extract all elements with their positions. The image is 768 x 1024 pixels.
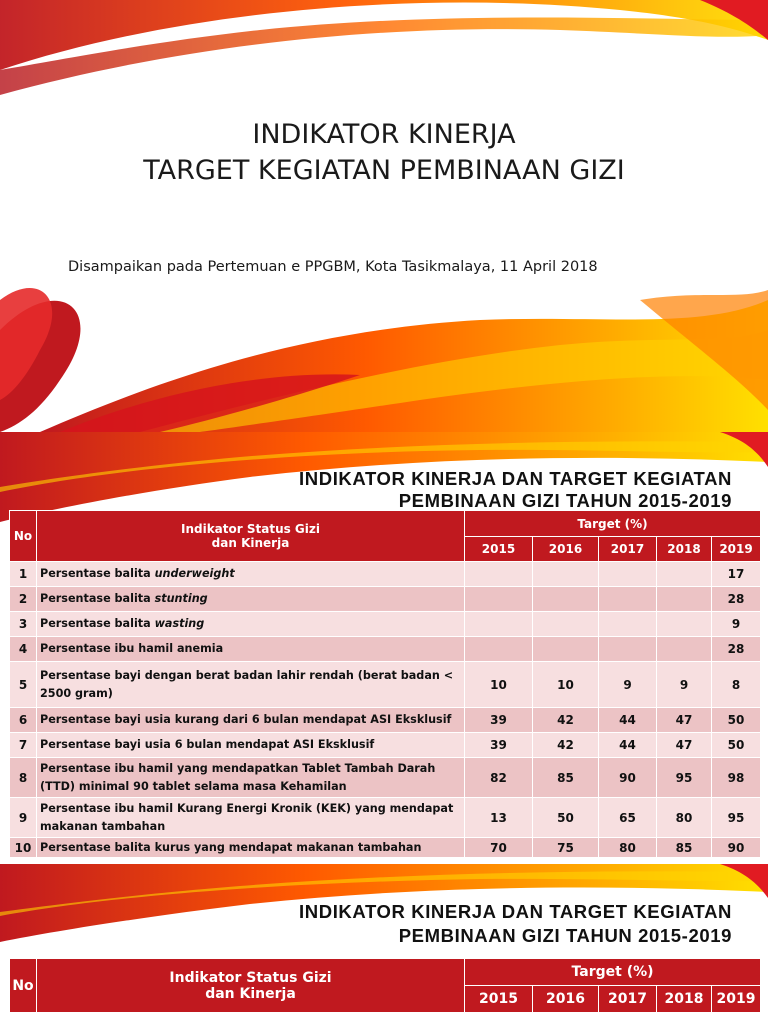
row-indicator — [37, 838, 465, 858]
indicator-text: Persentase bayi usia 6 bulan mendapat ASI Eksklusif — [40, 738, 375, 751]
row-number: 7 — [10, 733, 37, 758]
header-indicator-line2: dan Kinerja — [211, 536, 290, 550]
value-2016: 42 — [533, 733, 599, 758]
header-year: 2018 — [657, 537, 712, 562]
value-2016: 50 — [533, 798, 599, 838]
header-year: 2017 — [599, 986, 657, 1013]
indicator-text: Persentase balita — [40, 617, 155, 630]
value-2016: 85 — [533, 758, 599, 798]
row-number: 5 — [10, 662, 37, 708]
row-indicator — [37, 637, 465, 662]
indicator-text: Persentase bayi usia kurang dari 6 bulan mendapat ASI Eksklusif — [40, 713, 452, 726]
value-2016: 42 — [533, 708, 599, 733]
value-2016 — [533, 587, 599, 612]
table-row — [10, 838, 761, 858]
slide-title-line1: INDIKATOR KINERJA — [252, 119, 516, 150]
value-2017: 44 — [599, 733, 657, 758]
value-2015: 39 — [465, 733, 533, 758]
indicator-text: Persentase ibu hamil anemia — [40, 642, 224, 655]
targets-table — [9, 510, 761, 858]
table-row — [10, 662, 761, 708]
value-2015 — [465, 587, 533, 612]
value-2015: 70 — [465, 838, 533, 858]
table-slide-continued — [0, 864, 768, 1024]
value-2015: 10 — [465, 662, 533, 708]
header-target: Target (%) — [465, 511, 761, 537]
value-2017: 90 — [599, 758, 657, 798]
table-row — [10, 733, 761, 758]
indicator-text: Persentase bayi dengan berat badan lahir rendah (berat badan < 2500 gram) — [40, 668, 454, 700]
table-title-line1: INDIKATOR KINERJA DAN TARGET KEGIATAN — [299, 468, 732, 489]
indicator-text: Persentase ibu hamil yang mendapatkan Tablet Tambah Darah (TTD) minimal 90 tablet selama masa Kehamilan — [40, 761, 436, 793]
row-indicator — [37, 708, 465, 733]
row-number: 10 — [10, 838, 37, 858]
value-2019: 17 — [712, 562, 761, 587]
table-row — [10, 798, 761, 838]
row-number: 9 — [10, 798, 37, 838]
value-2017: 80 — [599, 838, 657, 858]
value-2018: 47 — [657, 733, 712, 758]
row-indicator — [37, 758, 465, 798]
row-number: 1 — [10, 562, 37, 587]
value-2017: 9 — [599, 662, 657, 708]
value-2018: 9 — [657, 662, 712, 708]
value-2017: 44 — [599, 708, 657, 733]
value-2017 — [599, 562, 657, 587]
header-no: No — [10, 959, 37, 1013]
value-2016 — [533, 637, 599, 662]
row-indicator — [37, 798, 465, 838]
header-year: 2017 — [599, 537, 657, 562]
header-year: 2019 — [712, 537, 761, 562]
table-row — [10, 612, 761, 637]
table-row — [10, 758, 761, 798]
table-title-line1: INDIKATOR KINERJA DAN TARGET KEGIATAN — [299, 901, 732, 922]
row-indicator — [37, 562, 465, 587]
table-row — [10, 587, 761, 612]
row-number: 4 — [10, 637, 37, 662]
header-indicator-line1: Indikator Status Gizi — [180, 522, 320, 536]
row-number: 8 — [10, 758, 37, 798]
value-2018: 85 — [657, 838, 712, 858]
value-2017 — [599, 587, 657, 612]
value-2018: 47 — [657, 708, 712, 733]
value-2018: 95 — [657, 758, 712, 798]
header-no: No — [10, 511, 37, 562]
table-row — [10, 637, 761, 662]
value-2018 — [657, 562, 712, 587]
row-indicator — [37, 587, 465, 612]
value-2018 — [657, 587, 712, 612]
table-title-line2: PEMBINAAN GIZI TAHUN 2015-2019 — [398, 925, 732, 946]
row-number: 3 — [10, 612, 37, 637]
value-2015 — [465, 612, 533, 637]
indicator-emphasis: underweight — [154, 567, 235, 580]
indicator-text: Persentase ibu hamil Kurang Energi Kronik (KEK) yang mendapat makanan tambahan — [40, 801, 454, 833]
header-year: 2018 — [657, 986, 712, 1013]
indicator-emphasis: wasting — [154, 617, 205, 630]
header-indicator — [37, 959, 465, 1013]
value-2019: 8 — [712, 662, 761, 708]
header-indicator — [37, 511, 465, 562]
value-2016: 75 — [533, 838, 599, 858]
row-indicator — [37, 662, 465, 708]
value-2017: 65 — [599, 798, 657, 838]
header-year: 2015 — [465, 537, 533, 562]
value-2019: 98 — [712, 758, 761, 798]
value-2019: 9 — [712, 612, 761, 637]
value-2015: 82 — [465, 758, 533, 798]
value-2019: 50 — [712, 708, 761, 733]
table-slide — [0, 432, 768, 858]
table-title-line2: PEMBINAAN GIZI TAHUN 2015-2019 — [398, 490, 732, 511]
header-indicator-line1: Indikator Status Gizi — [169, 969, 332, 986]
targets-table-continued — [9, 958, 761, 1013]
indicator-text: Persentase balita — [40, 592, 155, 605]
indicator-text: Persentase balita — [40, 567, 155, 580]
slide-title-line2: TARGET KEGIATAN PEMBINAAN GIZI — [143, 155, 625, 186]
header-year: 2016 — [533, 986, 599, 1013]
value-2019: 90 — [712, 838, 761, 858]
row-number: 6 — [10, 708, 37, 733]
row-number: 2 — [10, 587, 37, 612]
header-year: 2019 — [712, 986, 761, 1013]
row-indicator — [37, 612, 465, 637]
value-2019: 28 — [712, 637, 761, 662]
header-target: Target (%) — [465, 959, 761, 986]
header-indicator-line2: dan Kinerja — [205, 985, 296, 1002]
value-2017 — [599, 612, 657, 637]
value-2016: 10 — [533, 662, 599, 708]
indicator-emphasis: stunting — [154, 592, 208, 605]
title-slide — [0, 0, 768, 432]
header-year: 2016 — [533, 537, 599, 562]
value-2018: 80 — [657, 798, 712, 838]
value-2019: 95 — [712, 798, 761, 838]
row-indicator — [37, 733, 465, 758]
value-2017 — [599, 637, 657, 662]
value-2016 — [533, 612, 599, 637]
value-2015: 39 — [465, 708, 533, 733]
table-row — [10, 562, 761, 587]
slide-subtitle: Disampaikan pada Pertemuan e PPGBM, Kota Tasikmalaya, 11 April 2018 — [68, 259, 598, 275]
value-2015: 13 — [465, 798, 533, 838]
value-2018 — [657, 637, 712, 662]
swoosh-background — [0, 0, 768, 432]
value-2018 — [657, 612, 712, 637]
value-2016 — [533, 562, 599, 587]
value-2019: 28 — [712, 587, 761, 612]
value-2019: 50 — [712, 733, 761, 758]
value-2015 — [465, 562, 533, 587]
header-year: 2015 — [465, 986, 533, 1013]
value-2015 — [465, 637, 533, 662]
table-row — [10, 708, 761, 733]
indicator-text: Persentase balita kurus yang mendapat makanan tambahan — [40, 840, 422, 854]
